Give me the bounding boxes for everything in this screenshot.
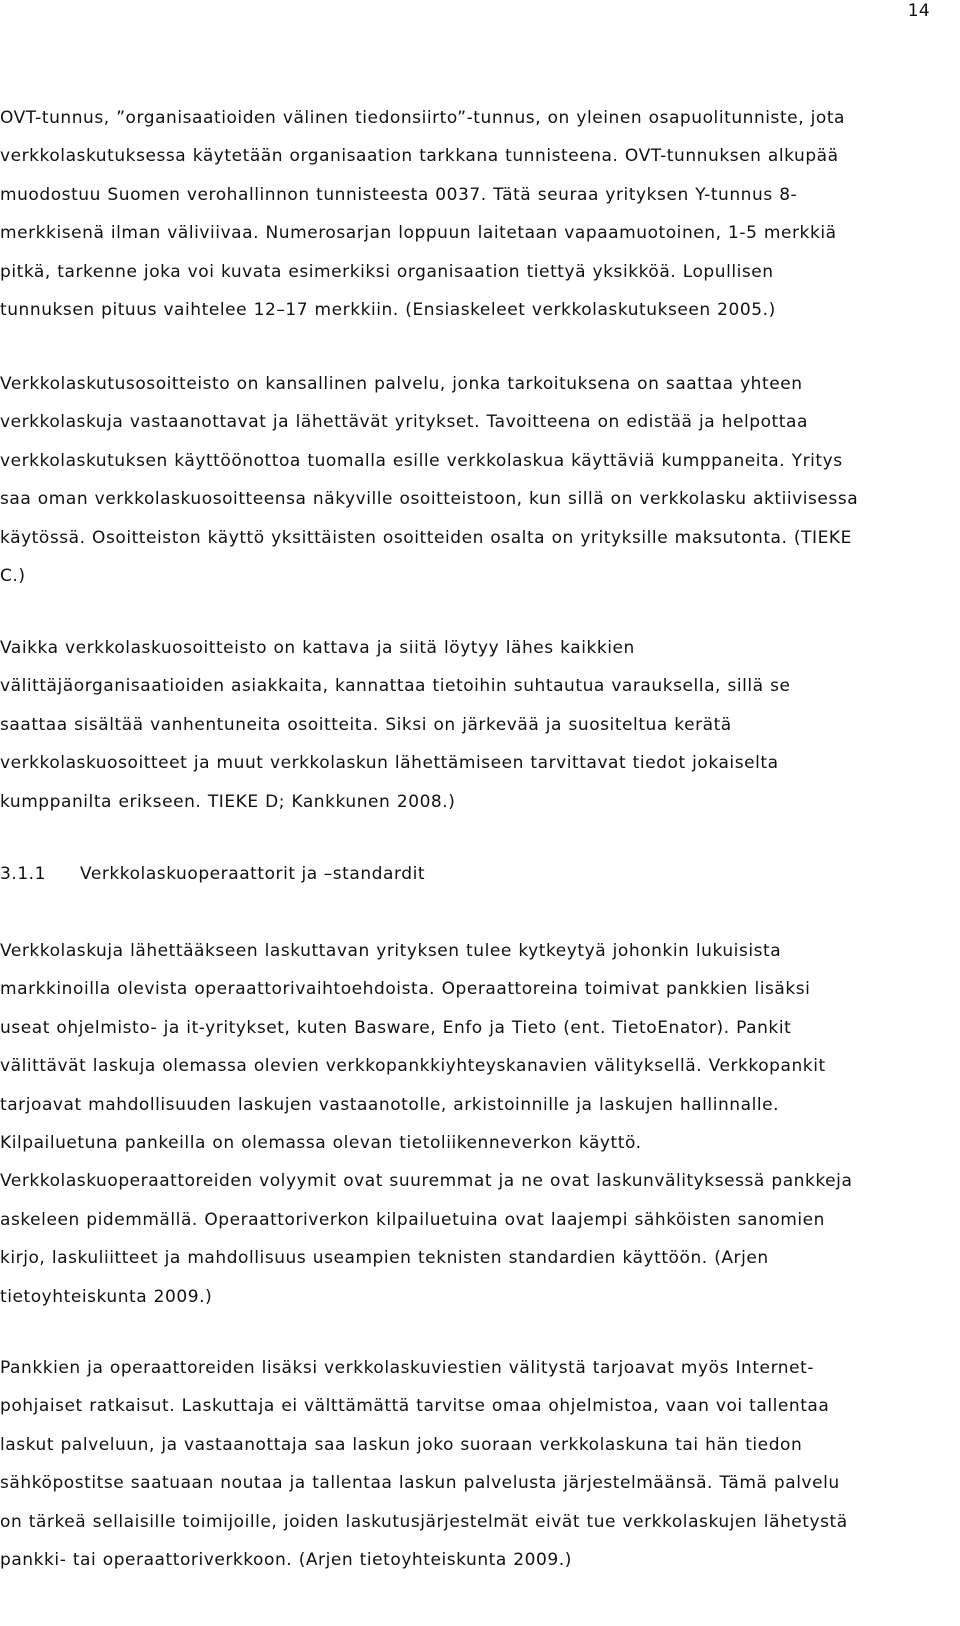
text-line: Pankkien ja operaattoreiden lisäksi verkkolaskuviestien välitystä tarjoavat myös Internet-	[0, 1358, 815, 1378]
paragraph-ovt-tunnus	[0, 99, 955, 329]
text-line: tarjoavat mahdollisuuden laskujen vastaanotolle, arkistoinnille ja laskujen hallinnalle.	[0, 1094, 780, 1115]
text-line: on tärkeä sellaisille toimijoille, joiden laskutusjärjestelmät eivät tue verkkolaskujen lähetystä	[0, 1511, 848, 1532]
text-line: välittäjäorganisaatioiden asiakkaita, kannattaa tietoihin suhtautua varauksella, sillä se	[0, 676, 791, 697]
paragraph-vaikka	[0, 629, 955, 821]
text-line: verkkolaskuja vastaanottavat ja lähettävät yritykset. Tavoitteena on edistää ja helpottaa	[0, 412, 808, 433]
text-line: C.)	[0, 565, 26, 586]
text-line: tietoyhteiskunta 2009.)	[0, 1286, 213, 1307]
text-line: verkkolaskutuksessa käytetään organisaation tarkkana tunnisteena. OVT-tunnuksen alkupää	[0, 146, 839, 167]
text-line: Kilpailuetuna pankeilla on olemassa olevan tietoliikenneverkon käyttö.	[0, 1132, 642, 1153]
text-line: Verkkolaskuoperaattoreiden volyymit ovat suuremmat ja ne ovat laskunvälityksessä pankkeja	[0, 1171, 853, 1192]
section-heading	[0, 855, 955, 893]
text-line: sähköpostitse saatuaan noutaa ja tallentaa laskun palvelusta järjestelmäänsä. Tämä palvelu	[0, 1473, 840, 1494]
page-number: 14	[907, 1, 930, 21]
text-line: Vaikka verkkolaskuosoitteisto on kattava ja siitä löytyy lähes kaikkien	[0, 638, 635, 658]
heading-line	[0, 855, 955, 893]
text-line: OVT-tunnus, ”organisaatioiden välinen tiedonsiirto”-tunnus, on yleinen osapuolitunniste, jota	[0, 108, 846, 128]
text-line: kumppanilta erikseen. TIEKE D; Kankkunen 2008.)	[0, 791, 456, 812]
text-line: kirjo, laskuliitteet ja mahdollisuus useampien teknisten standardien käyttöön. (Arjen	[0, 1248, 769, 1269]
text-line: verkkolaskutuksen käyttöönottoa tuomalla esille verkkolaskua käyttäviä kumppaneita. Yritys	[0, 450, 843, 471]
paragraph-operaattorit	[0, 932, 955, 1316]
text-line: tunnuksen pituus vaihtelee 12–17 merkkiin. (Ensiaskeleet verkkolaskutukseen 2005.)	[0, 299, 776, 320]
text-line: useat ohjelmisto- ja it-yritykset, kuten Basware, Enfo ja Tieto (ent. TietoEnator). Pankit	[0, 1017, 792, 1038]
text-line: pohjaiset ratkaisut. Laskuttaja ei välttämättä tarvitse omaa ohjelmistoa, vaan voi tallentaa	[0, 1396, 830, 1417]
text-line: muodostuu Suomen verohallinnon tunnisteesta 0037. Tätä seuraa yrityksen Y-tunnus 8-	[0, 184, 798, 205]
text-line: saattaa sisältää vanhentuneita osoitteita. Siksi on järkevää ja suositeltua kerätä	[0, 714, 732, 735]
text-line: verkkolaskuosoitteet ja muut verkkolaskun lähettämiseen tarvittavat tiedot jokaiselta	[0, 753, 779, 774]
paragraph-osoitteisto	[0, 365, 955, 595]
text-line: käytössä. Osoitteiston käyttö yksittäisten osoitteiden osalta on yrityksille maksutonta. (TIEKE	[0, 527, 852, 548]
text-line: Verkkolaskuja lähettääkseen laskuttavan yrityksen tulee kytkeytyä johonkin lukuisista	[0, 941, 782, 961]
section-title: Verkkolaskuoperaattorit ja –standardit	[80, 864, 426, 884]
text-line: välittävät laskuja olemassa olevien verkkopankkiyhteyskanavien välityksellä. Verkkopankit	[0, 1056, 826, 1077]
paragraph-internet	[0, 1349, 955, 1579]
text-line: laskut palveluun, ja vastaanottaja saa laskun joko suoraan verkkolaskuna tai hän tiedon	[0, 1434, 803, 1455]
text-line: askeleen pidemmällä. Operaattoriverkon kilpailuetuina ovat laajempi sähköisten sanomien	[0, 1209, 825, 1230]
text-line: pitkä, tarkenne joka voi kuvata esimerkiksi organisaation tiettyä yksikköä. Lopullisen	[0, 261, 774, 282]
text-line: merkkisenä ilman väliviivaa. Numerosarjan loppuun laitetaan vapaamuotoinen, 1-5 merkkiä	[0, 223, 837, 244]
text-line: Verkkolaskutusosoitteisto on kansallinen palvelu, jonka tarkoituksena on saattaa yhteen	[0, 374, 803, 394]
text-line: saa oman verkkolaskuosoitteensa näkyville osoitteistoon, kun sillä on verkkolasku aktiivisessa	[0, 489, 859, 510]
text-line: markkinoilla olevista operaattorivaihtoehdoista. Operaattoreina toimivat pankkien lisäksi	[0, 979, 811, 1000]
section-number: 3.1.1	[0, 864, 47, 884]
text-line: pankki- tai operaattoriverkkoon. (Arjen tietoyhteiskunta 2009.)	[0, 1549, 572, 1570]
